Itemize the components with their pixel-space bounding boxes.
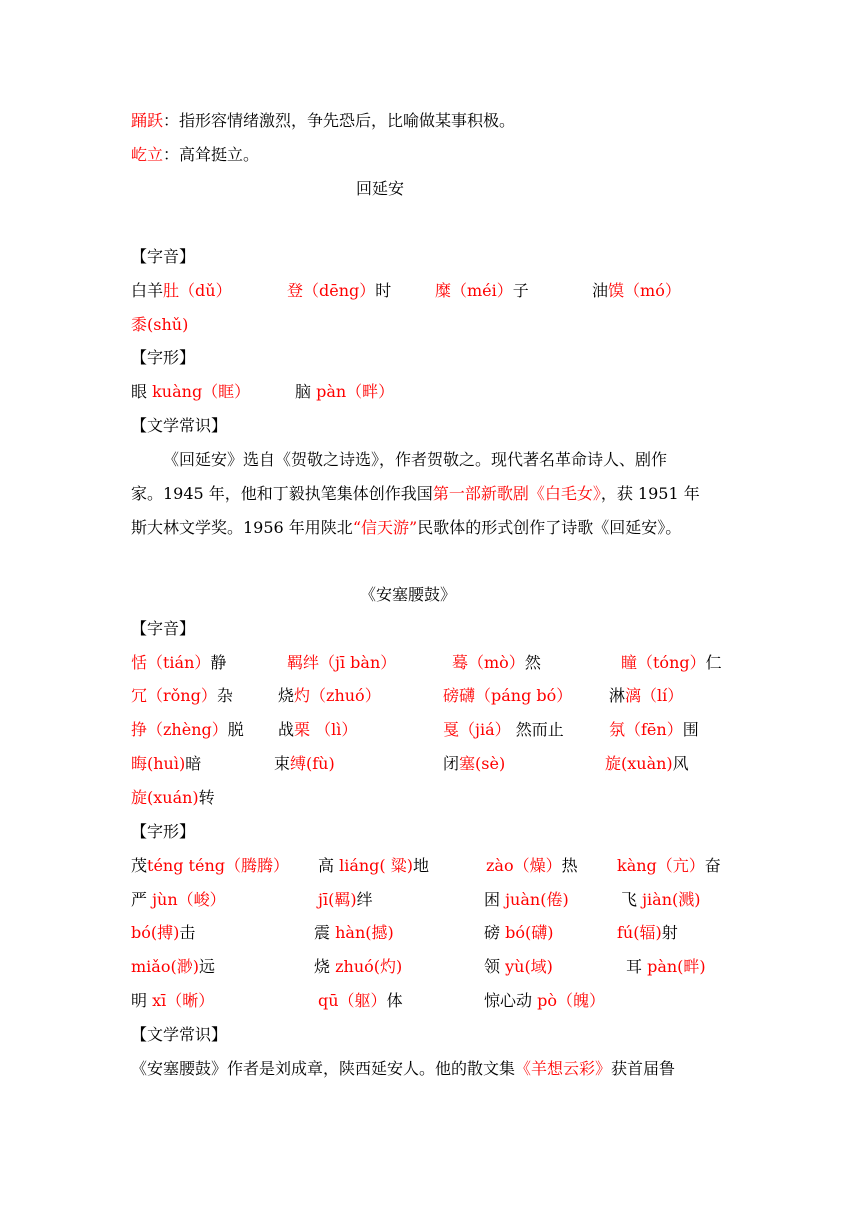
highlight-text: 第一部新歌剧《白毛女》 bbox=[432, 484, 601, 503]
pinyin: liáng( 粱) bbox=[339, 856, 413, 875]
pinyin: qū（躯） bbox=[318, 991, 387, 1010]
pinyin: 挣（zhèng） bbox=[131, 720, 228, 739]
sound-entry bbox=[131, 653, 226, 673]
pinyin: jùn（峻） bbox=[152, 890, 226, 909]
plain-text: 烧 bbox=[278, 686, 295, 705]
pinyin: 晦(huì) bbox=[131, 754, 186, 773]
shape-entry bbox=[131, 856, 289, 876]
pinyin: xī（晰） bbox=[152, 991, 215, 1010]
plain-text: 远 bbox=[198, 957, 215, 976]
plain-text: 体 bbox=[386, 991, 403, 1010]
sound-entry bbox=[278, 686, 381, 706]
plain-text: 严 bbox=[131, 890, 153, 909]
pinyin: 馍（mó） bbox=[608, 281, 681, 300]
pinyin: jiàn(溅) bbox=[642, 890, 701, 909]
sound-entry bbox=[274, 754, 335, 774]
pinyin: pàn（畔） bbox=[316, 382, 395, 401]
definition-line bbox=[131, 145, 259, 165]
sound-entry bbox=[605, 754, 689, 774]
plain-text: 磅 bbox=[484, 923, 506, 942]
plain-text: 家。1945 年，他和丁毅执笔集体创作我国 bbox=[131, 484, 433, 503]
plain-text: ，获 1951 年 bbox=[600, 484, 700, 503]
sound-entry bbox=[609, 686, 683, 706]
plain-text: 射 bbox=[661, 923, 678, 942]
shape-entry bbox=[131, 382, 250, 402]
heading-literature: 【文学常识】 bbox=[131, 1025, 228, 1044]
plain-text: 仁 bbox=[705, 653, 722, 672]
pinyin: bó(搏) bbox=[131, 923, 180, 942]
plain-text: 地 bbox=[413, 856, 430, 875]
pinyin: fú(辐) bbox=[617, 923, 662, 942]
pinyin: 戛（jiá） bbox=[443, 720, 511, 739]
literature-line bbox=[131, 1059, 675, 1079]
pinyin: 登（dēng） bbox=[287, 281, 376, 300]
pinyin: kuàng（眶） bbox=[152, 382, 251, 401]
plain-text: 暗 bbox=[185, 754, 202, 773]
shape-entry bbox=[484, 890, 569, 910]
pinyin: 黍(shǔ) bbox=[131, 315, 189, 334]
highlight-text: 《羊想云彩》 bbox=[515, 1059, 612, 1078]
pinyin: 糜（méi） bbox=[435, 281, 513, 300]
sound-entry bbox=[131, 281, 232, 301]
pinyin: bó(礴) bbox=[505, 923, 554, 942]
pinyin: 缚(fù) bbox=[290, 754, 335, 773]
sound-entry bbox=[443, 686, 572, 706]
shape-entry bbox=[318, 890, 373, 910]
plain-text: 飞 bbox=[621, 890, 643, 909]
plain-text: 热 bbox=[561, 856, 578, 875]
pinyin: 磅礴（páng bó） bbox=[443, 686, 573, 705]
sound-entry bbox=[287, 281, 391, 301]
plain-text: 油 bbox=[592, 281, 609, 300]
pinyin: téng téng（腾腾） bbox=[147, 856, 289, 875]
plain-text: 然而止 bbox=[510, 720, 564, 739]
plain-text: 惊心动 bbox=[484, 991, 538, 1010]
plain-text: 烧 bbox=[314, 957, 336, 976]
shape-entry bbox=[295, 382, 394, 402]
plain-text: 脱 bbox=[227, 720, 244, 739]
plain-text: 击 bbox=[179, 923, 196, 942]
shape-entry bbox=[131, 957, 215, 977]
pinyin: 氛（fēn） bbox=[609, 720, 683, 739]
pinyin: 瞳（tóng） bbox=[621, 653, 706, 672]
pinyin: miǎo(渺) bbox=[131, 957, 199, 976]
shape-entry bbox=[621, 890, 701, 910]
heading-shape: 【字形】 bbox=[131, 822, 196, 841]
plain-text: 战 bbox=[278, 720, 295, 739]
plain-text: 眼 bbox=[131, 382, 153, 401]
heading-sound: 【字音】 bbox=[131, 619, 196, 638]
term: 踊跃 bbox=[131, 111, 164, 130]
sound-entry bbox=[609, 720, 699, 740]
paragraph-line: 《回延安》选自《贺敬之诗选》，作者贺敬之。现代著名革命诗人、剧作 bbox=[163, 450, 668, 469]
pinyin: 塞(sè) bbox=[459, 754, 506, 773]
pinyin: pàn(畔) bbox=[647, 957, 706, 976]
sound-entry bbox=[131, 315, 188, 335]
paragraph-line bbox=[131, 477, 733, 511]
plain-text: 淋 bbox=[609, 686, 626, 705]
pinyin: 冗（rǒng） bbox=[131, 686, 217, 705]
plain-text: 静 bbox=[210, 653, 227, 672]
plain-text: 围 bbox=[682, 720, 699, 739]
plain-text: 束 bbox=[274, 754, 291, 773]
definition: ：高耸挺立。 bbox=[163, 145, 260, 164]
plain-text: 闭 bbox=[443, 754, 460, 773]
sound-entry bbox=[435, 281, 529, 301]
plain-text: 杂 bbox=[216, 686, 233, 705]
plain-text: 《安塞腰鼓》作者是刘成章，陕西延安人。他的散文集 bbox=[131, 1059, 516, 1078]
pinyin: yù(域) bbox=[505, 957, 553, 976]
plain-text: 转 bbox=[198, 788, 215, 807]
shape-entry bbox=[314, 923, 394, 943]
sound-entry bbox=[287, 653, 396, 673]
pinyin: zhuó(灼) bbox=[335, 957, 403, 976]
pinyin: 漓（lí） bbox=[625, 686, 684, 705]
sound-entry bbox=[131, 788, 215, 808]
sound-entry bbox=[278, 720, 357, 740]
section-title: 回延安 bbox=[356, 179, 405, 198]
pinyin: 旋(xuàn) bbox=[605, 754, 673, 773]
plain-text: 斯大林文学奖。1956 年用陕北 bbox=[131, 518, 353, 537]
shape-entry bbox=[617, 856, 721, 876]
heading-shape: 【字形】 bbox=[131, 348, 196, 367]
plain-text: 领 bbox=[484, 957, 506, 976]
shape-entry bbox=[314, 957, 402, 977]
sound-entry bbox=[131, 686, 233, 706]
plain-text: 风 bbox=[672, 754, 689, 773]
pinyin: hàn(撼) bbox=[335, 923, 394, 942]
shape-entry bbox=[318, 991, 403, 1011]
plain-text: 获首届鲁 bbox=[611, 1059, 676, 1078]
term: 屹立 bbox=[131, 145, 164, 164]
shape-entry bbox=[131, 991, 214, 1011]
pinyin: pò（魄） bbox=[537, 991, 605, 1010]
pinyin: 旋(xuán) bbox=[131, 788, 199, 807]
paragraph-line bbox=[131, 511, 733, 545]
heading-literature: 【文学常识】 bbox=[131, 416, 228, 435]
pinyin: juàn(倦) bbox=[505, 890, 569, 909]
literature-paragraph bbox=[131, 443, 733, 545]
plain-text: 绊 bbox=[356, 890, 373, 909]
sound-entry bbox=[452, 653, 541, 673]
pinyin: kàng（亢） bbox=[617, 856, 705, 875]
shape-entry bbox=[131, 923, 195, 943]
plain-text: 子 bbox=[512, 281, 529, 300]
plain-text: 白羊 bbox=[131, 281, 164, 300]
shape-entry bbox=[318, 856, 429, 876]
plain-text: 民歌体的形式创作了诗歌《回延安》。 bbox=[417, 518, 682, 537]
plain-text: 耳 bbox=[626, 957, 648, 976]
plain-text: 脑 bbox=[295, 382, 317, 401]
sound-entry bbox=[443, 720, 564, 740]
sound-entry bbox=[131, 754, 201, 774]
sound-entry bbox=[592, 281, 681, 301]
pinyin: jī(羁) bbox=[318, 890, 357, 909]
shape-entry bbox=[484, 923, 553, 943]
pinyin: 肚（dǔ） bbox=[163, 281, 232, 300]
pinyin: 恬（tián） bbox=[131, 653, 211, 672]
pinyin: 蓦（mò） bbox=[452, 653, 525, 672]
sound-entry bbox=[131, 720, 244, 740]
shape-entry bbox=[617, 923, 678, 943]
plain-text: 明 bbox=[131, 991, 153, 1010]
shape-entry bbox=[484, 991, 605, 1011]
sound-entry bbox=[443, 754, 505, 774]
definition: ：指形容情绪激烈，争先恐后，比喻做某事积极。 bbox=[163, 111, 516, 130]
sound-entry bbox=[621, 653, 722, 673]
highlight-text: “信天游” bbox=[352, 518, 418, 537]
plain-text: 茂 bbox=[131, 856, 148, 875]
pinyin: 灼（zhuó） bbox=[294, 686, 381, 705]
plain-text: 然 bbox=[524, 653, 541, 672]
plain-text: 时 bbox=[375, 281, 392, 300]
plain-text: 高 bbox=[318, 856, 340, 875]
pinyin: 羁绊（jī bàn） bbox=[287, 653, 397, 672]
definition-line bbox=[131, 111, 515, 131]
shape-entry bbox=[131, 890, 226, 910]
section-title: 《安塞腰鼓》 bbox=[360, 585, 457, 604]
pinyin: 栗 （lì） bbox=[294, 720, 358, 739]
plain-text: 奋 bbox=[704, 856, 721, 875]
shape-entry bbox=[486, 856, 578, 876]
heading-sound: 【字音】 bbox=[131, 247, 196, 266]
pinyin: zào（燥） bbox=[486, 856, 562, 875]
shape-entry bbox=[626, 957, 706, 977]
plain-text: 困 bbox=[484, 890, 506, 909]
shape-entry bbox=[484, 957, 553, 977]
plain-text: 震 bbox=[314, 923, 336, 942]
